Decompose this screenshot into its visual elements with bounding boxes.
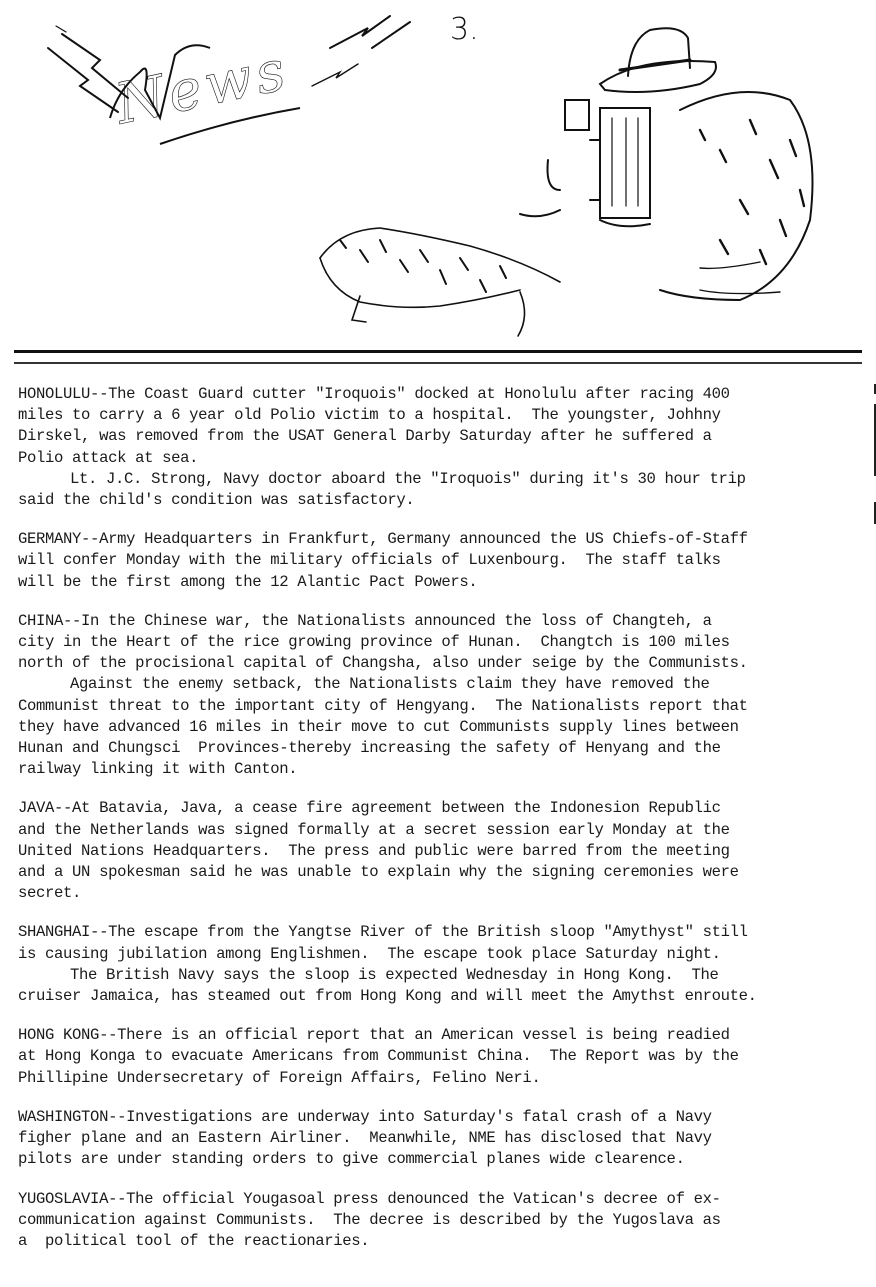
article-line: Against the enemy setback, the Nationalists claim they have removed the [70, 675, 710, 694]
article-line: The British Navy says the sloop is expected Wednesday in Hong Kong. The [70, 965, 719, 984]
article-line: and the Netherlands was signed formally at a secret session early Monday at the [18, 820, 730, 839]
article-line: United Nations Headquarters. The press and public were barred from the meeting [18, 841, 730, 860]
article-java [18, 798, 868, 904]
masthead-illustration [0, 0, 876, 340]
article-line: Dirskel, was removed from the USAT General Darby Saturday after he suffered a [18, 427, 712, 446]
article-line: cruiser Jamaica, has steamed out from Hong Kong and will meet the Amythst enroute. [18, 987, 757, 1006]
article-line: communication against Communists. The decree is described by the Yugoslava as [18, 1210, 721, 1229]
article-line: Hunan and Chungsci Provinces-thereby increasing the safety of Henyang and the [18, 739, 721, 758]
divider-rule-top [14, 350, 862, 353]
subject-figure [320, 228, 560, 336]
article-line: YUGOSLAVIA--The official Yougasoal press denounced the Vatican's decree of ex- [18, 1189, 721, 1208]
article-line: SHANGHAI--The escape from the Yangtse River of the British sloop "Amythyst" still [18, 923, 748, 942]
article-line: WASHINGTON--Investigations are underway into Saturday's fatal crash of a Navy [18, 1107, 712, 1126]
article-line: and a UN spokesman said he was unable to explain why the signing ceremonies were [18, 863, 739, 882]
article-hong-kong [18, 1025, 868, 1089]
article-line: CHINA--In the Chinese war, the Nationalists announced the loss of Changteh, a [18, 611, 712, 630]
page-number: 3. [450, 12, 479, 47]
article-line: Polio attack at sea. [18, 448, 199, 467]
article-honolulu [18, 384, 868, 511]
article-line: pilots are under standing orders to give commercial planes wide clearence. [18, 1150, 685, 1169]
article-line: GERMANY--Army Headquarters in Frankfurt, Germany announced the US Chiefs-of-Staff [18, 530, 748, 549]
news-articles [18, 384, 868, 1252]
masthead-title: News [110, 37, 295, 138]
article-yugoslavia [18, 1189, 868, 1253]
article-shanghai [18, 922, 868, 1007]
edge-mark [874, 384, 876, 394]
article-line: is causing jubilation among Englishmen. The escape took place Saturday night. [18, 944, 721, 963]
article-line: Communist threat to the important city of Hengyang. The Nationalists report that [18, 696, 748, 715]
divider-rule-bottom [14, 362, 862, 364]
masthead [0, 0, 876, 340]
article-line: will confer Monday with the military officials of Luxenbourg. The staff talks [18, 551, 721, 570]
article-line: Phillipine Undersecretary of Foreign Affairs, Felino Neri. [18, 1068, 541, 1087]
article-line: they have advanced 16 miles in their move to cut Communists supply lines between [18, 717, 739, 736]
edge-mark [874, 502, 876, 524]
article-line: city in the Heart of the rice growing province of Hunan. Changtch is 100 miles [18, 633, 730, 652]
article-line: said the child's condition was satisfactory. [18, 491, 415, 510]
article-line: JAVA--At Batavia, Java, a cease fire agreement between the Indonesion Republic [18, 799, 721, 818]
article-china [18, 611, 868, 781]
article-line: HONOLULU--The Coast Guard cutter "Iroquois" docked at Honolulu after racing 400 [18, 385, 730, 403]
article-line: a political tool of the reactionaries. [18, 1231, 370, 1250]
lightning-right-icon [312, 16, 410, 86]
article-line: secret. [18, 884, 82, 903]
article-line: will be the first among the 12 Alantic Pact Powers. [18, 572, 478, 591]
article-line: figher plane and an Eastern Airliner. Meanwhile, NME has disclosed that Navy [18, 1129, 712, 1148]
article-line: railway linking it with Canton. [18, 760, 298, 779]
photographer-figure [520, 28, 813, 300]
article-line: miles to carry a 6 year old Polio victim to a hospital. The youngster, Johhny [18, 406, 721, 425]
article-line: at Hong Konga to evacuate Americans from Communist China. The Report was by the [18, 1047, 739, 1066]
article-washington [18, 1107, 868, 1171]
article-line: north of the procisional capital of Changsha, also under seige by the Communists. [18, 654, 748, 673]
article-line: Lt. J.C. Strong, Navy doctor aboard the "Iroquois" during it's 30 hour trip [70, 469, 746, 488]
article-line: HONG KONG--There is an official report that an American vessel is being readied [18, 1026, 730, 1045]
article-germany [18, 529, 868, 593]
edge-mark [874, 404, 876, 476]
